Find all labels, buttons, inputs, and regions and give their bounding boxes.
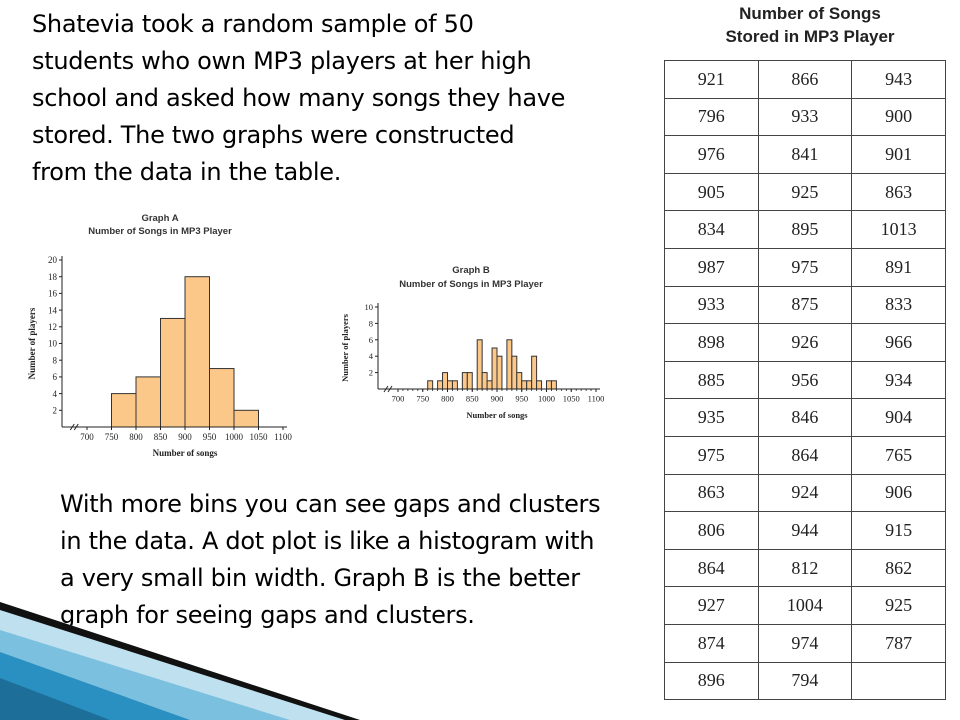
table-cell: 976: [665, 136, 759, 174]
histogram-bar: [517, 373, 522, 389]
table-cell: 1013: [852, 211, 946, 249]
x-tick-label: 700: [391, 393, 405, 404]
histogram-bar: [492, 348, 497, 389]
x-tick-label: 850: [465, 393, 479, 404]
table-cell: 864: [758, 436, 852, 474]
y-axis-label: Number of players: [340, 314, 350, 382]
table-row: [665, 136, 946, 174]
histogram-bar: [522, 381, 527, 389]
intro-line: Shatevia took a random sample of 50: [32, 10, 474, 38]
table-title-line: Number of Songs: [739, 4, 881, 23]
table-cell: 935: [665, 399, 759, 437]
table-cell: 787: [852, 624, 946, 662]
table-row: [665, 549, 946, 587]
intro-line: stored. The two graphs were constructed: [32, 121, 515, 149]
table-cell: 794: [758, 662, 852, 700]
table-cell: 943: [852, 61, 946, 99]
table-cell: 974: [758, 624, 852, 662]
table-cell: 863: [852, 173, 946, 211]
histogram-bar: [497, 356, 502, 389]
table-title: [690, 2, 930, 48]
intro-line: from the data in the table.: [32, 158, 342, 186]
histogram-bar: [462, 373, 467, 389]
y-tick-label: 16: [48, 288, 57, 299]
chart-title: Graph B: [452, 265, 490, 276]
intro-paragraph: [32, 6, 632, 191]
table-cell: 934: [852, 361, 946, 399]
conclusion-line: a very small bin width. Graph B is the better: [60, 564, 580, 592]
histogram-bar: [512, 356, 517, 389]
chart-subtitle: Number of Songs in MP3 Player: [88, 226, 232, 237]
histogram-bar: [537, 381, 542, 389]
table-cell: 933: [665, 286, 759, 324]
table-cell: 1004: [758, 587, 852, 625]
histogram-bar: [438, 381, 443, 389]
histogram-bar: [234, 410, 259, 427]
y-tick-label: 8: [52, 355, 57, 366]
x-tick-label: 900: [490, 393, 504, 404]
table-cell: 812: [758, 549, 852, 587]
table-cell: 841: [758, 136, 852, 174]
x-tick-label: 900: [178, 432, 192, 442]
graph-a-histogram: [20, 212, 310, 462]
histogram-bar: [136, 377, 161, 427]
table-cell: 915: [852, 512, 946, 550]
x-tick-label: 850: [153, 432, 168, 442]
conclusion-line: With more bins you can see gaps and clusters: [60, 490, 601, 518]
y-tick-label: 18: [48, 271, 57, 282]
table-row: [665, 662, 946, 700]
y-tick-label: 6: [52, 372, 57, 383]
table-row: [665, 61, 946, 99]
table-row: [665, 587, 946, 625]
y-tick-label: 2: [368, 367, 373, 378]
histogram-bar: [477, 340, 482, 389]
table-cell: 834: [665, 211, 759, 249]
histogram-bar: [443, 373, 448, 389]
table-row: [665, 474, 946, 512]
histogram-bar: [547, 381, 552, 389]
table-cell: 901: [852, 136, 946, 174]
y-tick-label: 10: [364, 301, 373, 312]
x-tick-label: 700: [80, 432, 94, 442]
x-tick-label: 800: [441, 393, 454, 404]
y-tick-label: 2: [52, 405, 57, 416]
x-tick-label: 1050: [249, 432, 268, 442]
x-tick-label: 1100: [274, 432, 292, 442]
table-cell: 924: [758, 474, 852, 512]
table-cell: 806: [665, 512, 759, 550]
table-row: [665, 248, 946, 286]
table-cell: 944: [758, 512, 852, 550]
table-cell: 926: [758, 324, 852, 362]
table-cell: 874: [665, 624, 759, 662]
table-cell: 885: [665, 361, 759, 399]
histogram-bar: [487, 381, 492, 389]
conclusion-line: graph for seeing gaps and clusters.: [60, 601, 475, 629]
decorative-corner-stripes: [0, 560, 380, 720]
table-cell: 904: [852, 399, 946, 437]
table-row: [665, 286, 946, 324]
conclusion-line: in the data. A dot plot is like a histogram with: [60, 527, 595, 555]
y-tick-label: 12: [48, 321, 57, 332]
graph-b-histogram: [336, 262, 621, 422]
table-row: [665, 361, 946, 399]
table-cell: 975: [665, 436, 759, 474]
y-tick-label: 20: [48, 255, 57, 266]
histogram-bar: [507, 340, 512, 389]
table-cell: 925: [852, 587, 946, 625]
table-cell: 895: [758, 211, 852, 249]
histogram-bar: [428, 381, 433, 389]
chart-title: Graph A: [141, 213, 179, 224]
table-cell: 933: [758, 98, 852, 136]
intro-line: students who own MP3 players at her high: [32, 47, 532, 75]
table-cell: 898: [665, 324, 759, 362]
x-tick-label: 1100: [587, 393, 605, 404]
histogram-bar: [551, 381, 556, 389]
y-tick-label: 4: [368, 351, 373, 362]
y-tick-label: 14: [48, 305, 57, 316]
table-cell: 866: [758, 61, 852, 99]
table-title-line: Stored in MP3 Player: [725, 27, 895, 46]
x-tick-label: 800: [129, 432, 143, 442]
histogram-bar: [448, 381, 453, 389]
table-row: [665, 399, 946, 437]
x-axis-label: Number of songs: [152, 448, 218, 458]
histogram-bar: [185, 277, 210, 427]
x-tick-label: 950: [202, 432, 217, 442]
table-row: [665, 436, 946, 474]
table-cell: 891: [852, 248, 946, 286]
table-row: [665, 211, 946, 249]
table-cell: 863: [665, 474, 759, 512]
x-tick-label: 1000: [225, 432, 243, 442]
table-row: [665, 324, 946, 362]
table-cell: 900: [852, 98, 946, 136]
y-tick-label: 8: [368, 318, 373, 329]
table-cell: 765: [852, 436, 946, 474]
table-cell: 975: [758, 248, 852, 286]
y-tick-label: 10: [48, 338, 57, 349]
histogram-bar: [532, 356, 537, 389]
table-row: [665, 512, 946, 550]
table-cell: 921: [665, 61, 759, 99]
table-cell: 875: [758, 286, 852, 324]
table-cell: 846: [758, 399, 852, 437]
histogram-bar: [482, 373, 487, 389]
table-cell: 833: [852, 286, 946, 324]
histogram-bar: [527, 381, 532, 389]
x-axis-label: Number of songs: [466, 410, 528, 420]
x-tick-label: 950: [515, 393, 529, 404]
x-tick-label: 1000: [538, 393, 555, 404]
intro-line: school and asked how many songs they have: [32, 84, 566, 112]
table-cell: 927: [665, 587, 759, 625]
y-tick-label: 6: [368, 334, 373, 345]
histogram-bar: [161, 318, 186, 427]
table-cell: 956: [758, 361, 852, 399]
table-row: [665, 98, 946, 136]
table-cell: 966: [852, 324, 946, 362]
histogram-bar: [210, 369, 235, 427]
table-cell: 987: [665, 248, 759, 286]
chart-subtitle: Number of Songs in MP3 Player: [399, 279, 543, 290]
songs-table: [664, 60, 946, 700]
x-tick-label: 1050: [562, 393, 580, 404]
table-row: [665, 624, 946, 662]
table-cell: 796: [665, 98, 759, 136]
table-cell: 896: [665, 662, 759, 700]
x-tick-label: 750: [416, 393, 430, 404]
table-cell: 905: [665, 173, 759, 211]
table-cell: [852, 662, 946, 700]
table-cell: 864: [665, 549, 759, 587]
table-cell: 862: [852, 549, 946, 587]
x-tick-label: 750: [104, 432, 119, 442]
table-row: [665, 173, 946, 211]
histogram-bar: [112, 394, 137, 427]
table-cell: 906: [852, 474, 946, 512]
y-axis-label: Number of players: [27, 307, 37, 380]
histogram-bar: [467, 373, 472, 389]
histogram-bar: [452, 381, 457, 389]
y-tick-label: 4: [52, 388, 57, 399]
table-cell: 925: [758, 173, 852, 211]
